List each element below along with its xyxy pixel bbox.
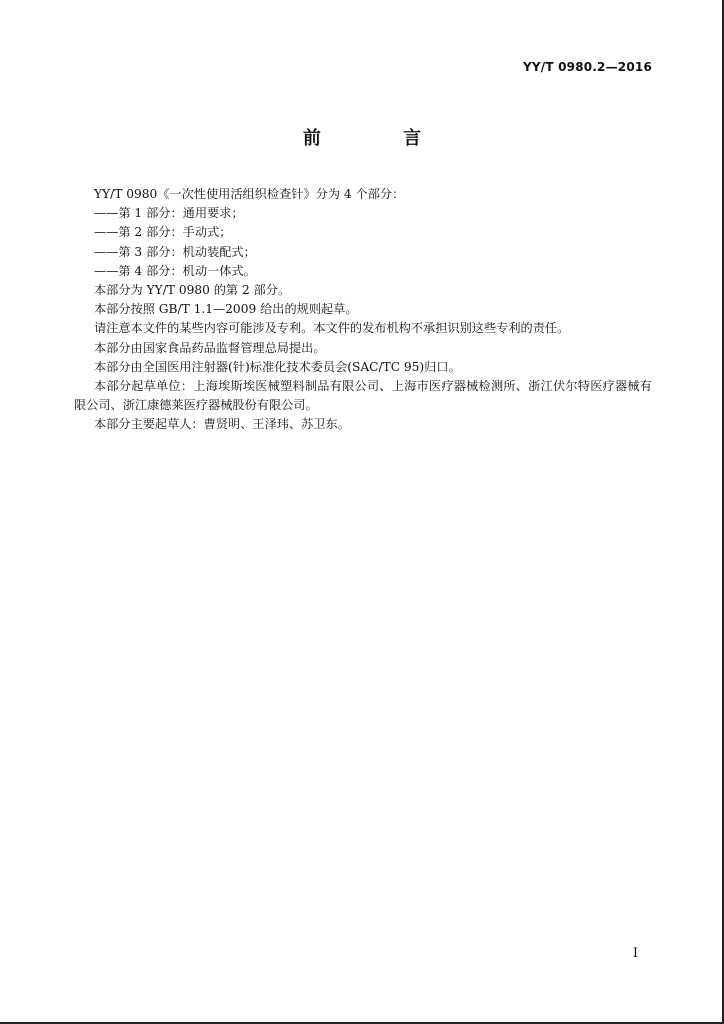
paragraph-part-2: ——第 2 部分：手动式；: [94, 225, 232, 240]
paragraph-this-part: 本部分为 YY/T 0980 的第 2 部分。: [94, 283, 291, 298]
paragraph-part-1: ——第 1 部分：通用要求；: [94, 206, 244, 221]
paragraph-drafting-units: 本部分起草单位：上海埃斯埃医械塑料制品有限公司、上海市医疗器械检测所、浙江伏尔特医疗器械有限公司、浙江康德莱医疗器械股份有限公司。: [74, 379, 652, 413]
paragraph-part-4: ——第 4 部分：机动一体式。: [94, 263, 256, 278]
paragraph-drafters: 本部分主要起草人：曹贤明、王泽玮、苏卫东。: [94, 417, 350, 432]
standard-code: YY/T 0980.2—2016: [522, 60, 652, 74]
foreword-body: [74, 185, 652, 435]
paragraph-drafting-rules: 本部分按照 GB/T 1.1—2009 给出的规则起草。: [94, 302, 358, 317]
paragraph-part-3: ——第 3 部分：机动装配式；: [94, 244, 256, 259]
paragraph-patent-notice: 请注意本文件的某些内容可能涉及专利。本文件的发布机构不承担识别这些专利的责任。: [94, 321, 570, 336]
paragraph-proposed-by: 本部分由国家食品药品监督管理总局提出。: [94, 340, 326, 355]
page-title: 前 言: [302, 128, 460, 149]
paragraph-under-jurisdiction: 本部分由全国医用注射器(针)标准化技术委员会(SAC/TC 95)归口。: [94, 359, 461, 374]
page-number: I: [632, 946, 638, 961]
paragraph-parts-intro: YY/T 0980《一次性使用活组织检查针》分为 4 个部分：: [94, 187, 405, 201]
